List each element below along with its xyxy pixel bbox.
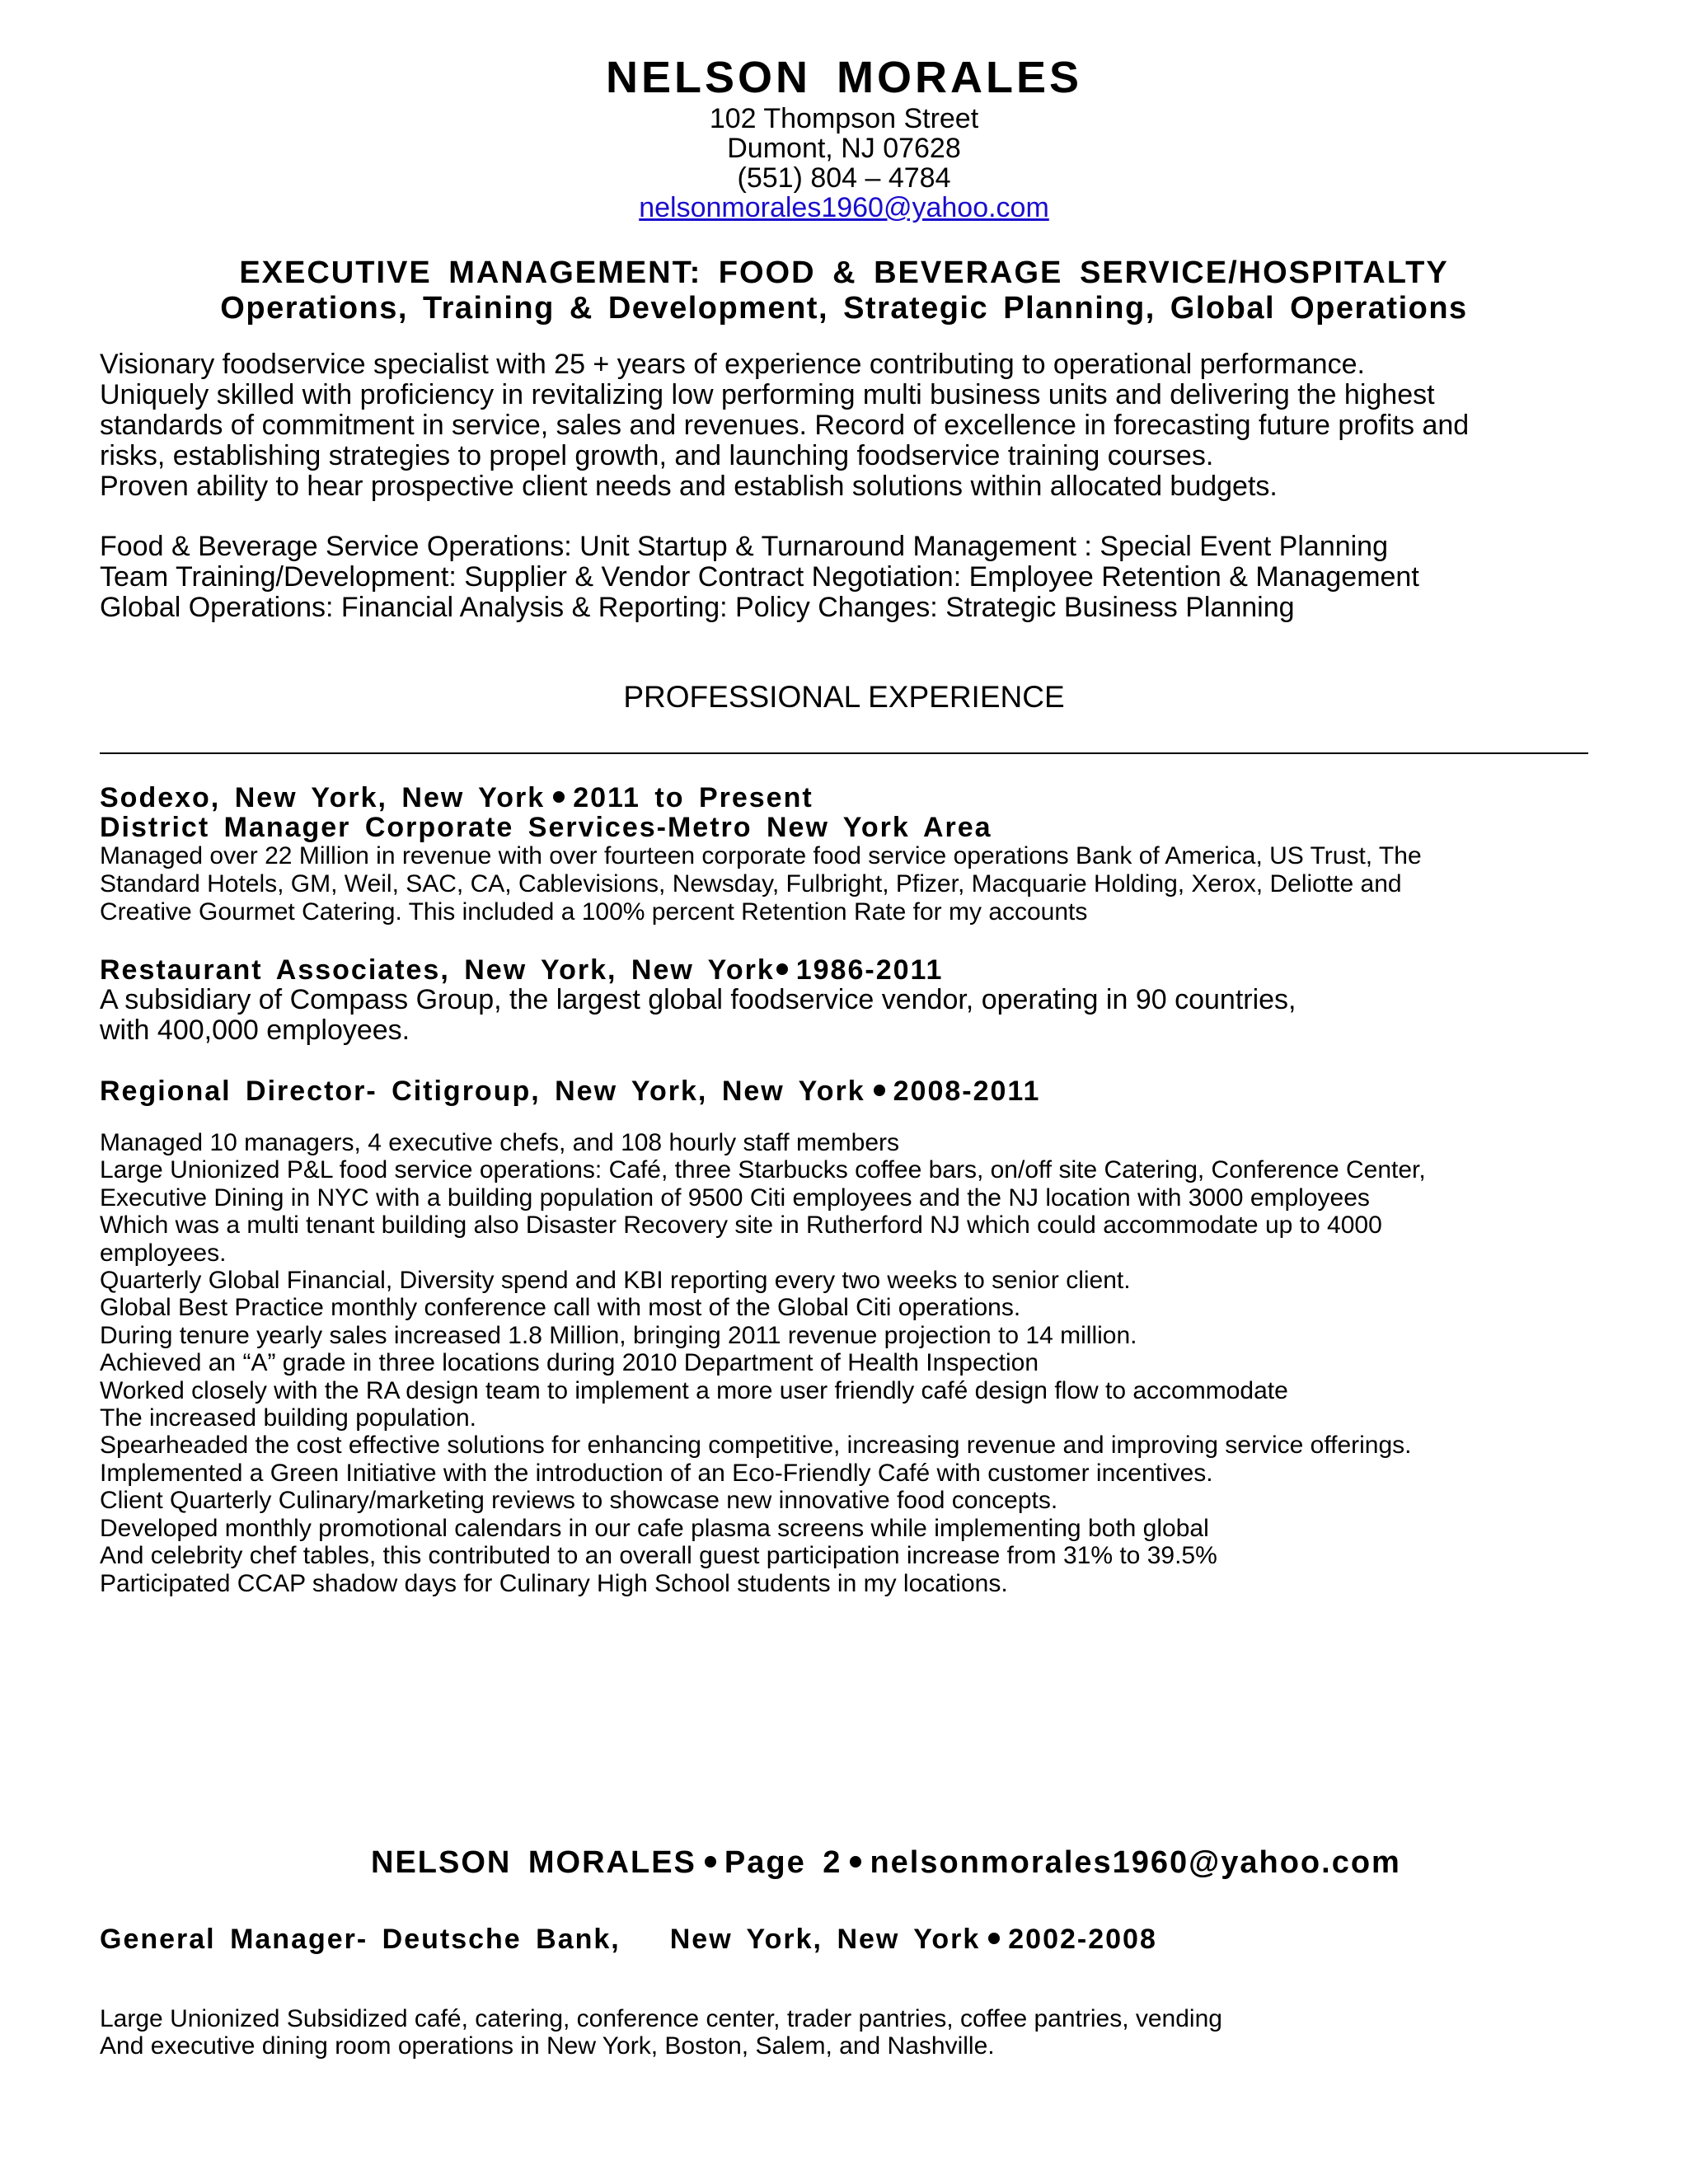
bullet-icon: [776, 963, 788, 975]
job-restaurant-associates: [100, 955, 1608, 1046]
job-detail-line: Implemented a Green Initiative with the introduction of an Eco-Friendly Café with customer incentives.: [100, 1459, 1213, 1487]
summary-line: Uniquely skilled with proficiency in revitalizing low performing multi business units and delivering the highest: [100, 379, 1435, 410]
email-link[interactable]: nelsonmorales1960@yahoo.com: [639, 192, 1049, 223]
summary-line: Proven ability to hear prospective client needs and establish solutions within allocated budgets.: [100, 471, 1278, 502]
job-detail-line: And celebrity chef tables, this contributed to an overall guest participation increase from 31% to 39.5%: [100, 1542, 1217, 1570]
job-title: District Manager Corporate Services-Metro New York Area: [100, 812, 992, 843]
summary-line: risks, establishing strategies to propel growth, and launching foodservice training courses.: [100, 440, 1214, 471]
page2-page-label: Page 2: [724, 1845, 842, 1880]
page2-email: nelsonmorales1960@yahoo.com: [870, 1845, 1401, 1880]
job-deutsche-bank-heading: [100, 1924, 1608, 1954]
section-title-experience: PROFESSIONAL EXPERIENCE: [623, 680, 1065, 714]
headline-subtitle: Operations, Training & Development, Strategic Planning, Global Operations: [220, 291, 1468, 326]
job-employer: Sodexo, New York, New York: [100, 782, 546, 813]
job-detail-line: with 400,000 employees.: [100, 1015, 410, 1046]
section-divider: [100, 752, 1588, 754]
job-detail-line: Client Quarterly Culinary/marketing reviews to showcase new innovative food concepts.: [100, 1487, 1058, 1515]
job-detail-line: Managed 10 managers, 4 executive chefs, and 108 hourly staff members: [100, 1129, 900, 1156]
summary-line: standards of commitment in service, sales and revenues. Record of excellence in forecasting future profits and: [100, 410, 1470, 441]
competency-line: Global Operations: Financial Analysis & Reporting: Policy Changes: Strategic Business Planning: [100, 592, 1295, 623]
job-detail-line: Creative Gourmet Catering. This included a 100% percent Retention Rate for my accounts: [100, 898, 1088, 926]
job-detail-line: Large Unionized P&L food service operations: Café, three Starbucks coffee bars, on/off site Catering, Conference Center,: [100, 1156, 1426, 1184]
job-deutsche-bank-details: [100, 2005, 1608, 2060]
candidate-name: NELSON MORALES: [605, 53, 1083, 102]
address-street: 102 Thompson Street: [709, 103, 979, 134]
job-detail-line: Spearheaded the cost effective solutions for enhancing competitive, increasing revenue and improving service offerings.: [100, 1432, 1412, 1460]
job-detail-line: Standard Hotels, GM, Weil, SAC, CA, Cablevisions, Newsday, Fulbright, Pfizer, Macquarie Holding, Xerox, Deliotte and: [100, 870, 1402, 898]
bullet-icon: [705, 1856, 716, 1868]
job-heading: [100, 1924, 1608, 1954]
bullet-icon: [988, 1933, 1000, 1944]
job-detail-line: Developed monthly promotional calendars in our cafe plasma screens while implementing both global: [100, 1514, 1209, 1542]
job-detail-line: employees.: [100, 1239, 227, 1267]
contact-header: [0, 51, 1688, 223]
phone-number: (551) 804 – 4784: [737, 162, 951, 194]
job-detail-line: Managed over 22 Million in revenue with over fourteen corporate food service operations Bank of America, US Trust, The: [100, 842, 1422, 869]
job-title: Regional Director- Citigroup, New York, New York: [100, 1076, 865, 1107]
job-detail-line: Large Unionized Subsidized café, catering, conference center, trader pantries, coffee pantries, vending: [100, 2005, 1222, 2032]
job-employer: Restaurant Associates, New York, New York: [100, 954, 775, 986]
job-detail-line: Quarterly Global Financial, Diversity spend and KBI reporting every two weeks to senior client.: [100, 1267, 1131, 1295]
job-detail-line: A subsidiary of Compass Group, the largest global foodservice vendor, operating in 90 countries,: [100, 984, 1296, 1015]
job-dates: 2002-2008: [1008, 1924, 1157, 1955]
job-detail-line: Achieved an “A” grade in three locations during 2010 Department of Health Inspection: [100, 1349, 1039, 1377]
job-detail-line: Worked closely with the RA design team to implement a more user friendly café design flow to accommodate: [100, 1376, 1288, 1404]
job-heading: [100, 955, 1608, 985]
job-citigroup-details: [100, 1129, 1608, 1597]
bullet-icon: [850, 1856, 861, 1868]
job-heading: [100, 1076, 1608, 1106]
job-detail-line: Executive Dining in NYC with a building population of 9500 Citi employees and the NJ location with 3000 employees: [100, 1183, 1370, 1212]
competency-line: Team Training/Development: Supplier & Vendor Contract Negotiation: Employee Retention & Management: [100, 561, 1419, 593]
job-detail-line: The increased building population.: [100, 1404, 476, 1432]
address-city: Dumont, NJ 07628: [727, 133, 961, 164]
page2-name: NELSON MORALES: [371, 1845, 696, 1880]
job-heading: [100, 783, 1608, 813]
job-detail-line: Global Best Practice monthly conference call with most of the Global Citi operations.: [100, 1294, 1021, 1322]
page2-header: [371, 1844, 1401, 1881]
summary-line: Visionary foodservice specialist with 25 + years of experience contributing to operational performance.: [100, 349, 1365, 380]
job-detail-line: Which was a multi tenant building also Disaster Recovery site in Rutherford NJ which could accommodate up to 4000: [100, 1212, 1382, 1240]
headline-title: EXECUTIVE MANAGEMENT: FOOD & BEVERAGE SERVICE/HOSPITALTY: [239, 255, 1449, 290]
job-title: General Manager- Deutsche Bank,: [100, 1924, 621, 1955]
job-detail-line: During tenure yearly sales increased 1.8 Million, bringing 2011 revenue projection to 14 million.: [100, 1321, 1137, 1349]
job-location: New York, New York: [669, 1924, 981, 1955]
job-dates: 2011 to Present: [573, 782, 814, 813]
job-detail-line: And executive dining room operations in New York, Boston, Salem, and Nashville.: [100, 2032, 995, 2060]
headline: [0, 255, 1688, 326]
competency-line: Food & Beverage Service Operations: Unit Startup & Turnaround Management : Special Event Planning: [100, 531, 1389, 562]
bullet-icon: [874, 1085, 885, 1096]
job-sodexo: [100, 783, 1608, 926]
job-dates: 2008-2011: [893, 1076, 1041, 1107]
job-citigroup-heading: [100, 1076, 1608, 1106]
job-dates: 1986-2011: [795, 954, 944, 986]
bullet-icon: [553, 791, 565, 803]
core-competencies: [100, 532, 1608, 623]
job-detail-line: Participated CCAP shadow days for Culinary High School students in my locations.: [100, 1569, 1008, 1597]
summary: [100, 349, 1608, 502]
